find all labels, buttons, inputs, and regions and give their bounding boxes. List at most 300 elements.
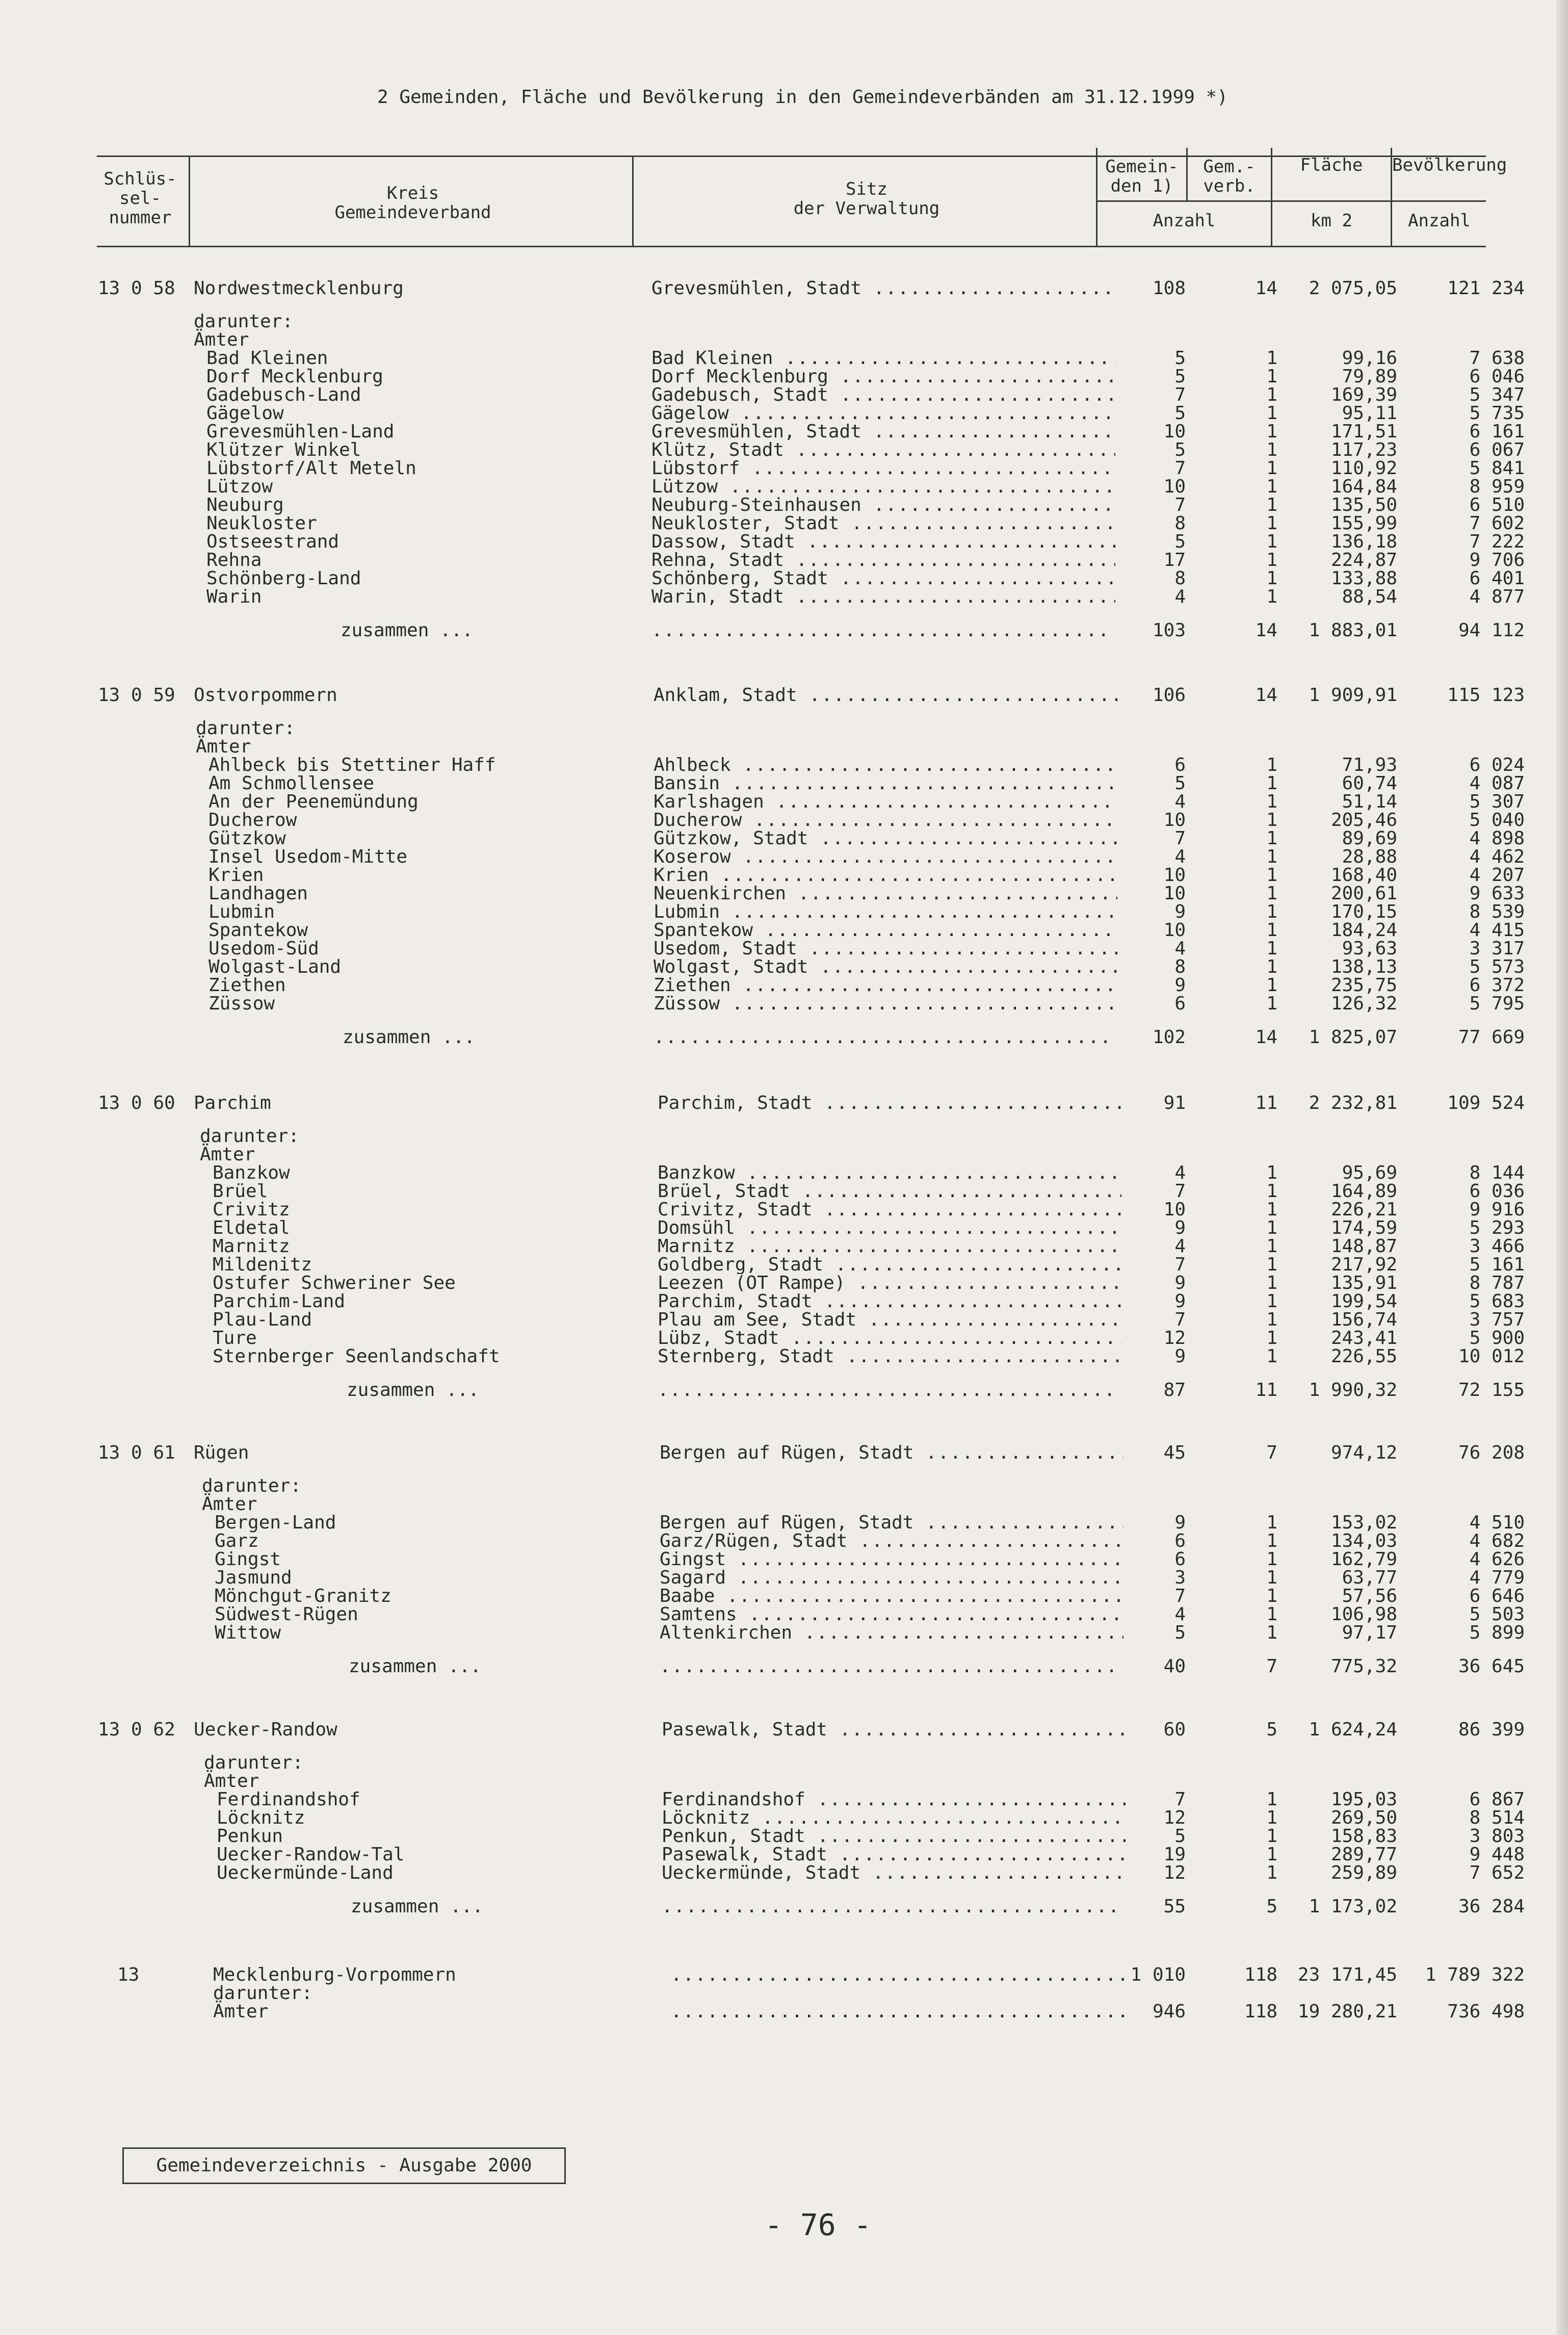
- amt-gemeinden: 6: [1174, 1549, 1186, 1570]
- kreis-gemeinden: 91: [1163, 1093, 1186, 1113]
- amt-verbaende: 1: [1266, 883, 1277, 904]
- amt-flaeche: 226,21: [1330, 1199, 1397, 1220]
- amt-verbaende: 1: [1266, 773, 1277, 794]
- land-darunter-row: [0, 1984, 1568, 2003]
- sum-gemeinden: 87: [1163, 1380, 1186, 1400]
- amt-name: Ture: [213, 1328, 257, 1348]
- amt-sitz: Gägelow .....: [651, 404, 1115, 423]
- header-unit-anzahl-bev: Anzahl: [1408, 211, 1471, 231]
- amt-bevoelkerung: 3 757: [1469, 1309, 1525, 1330]
- amt-flaeche: 57,56: [1342, 1586, 1397, 1606]
- amt-sitz: Ahlbeck .....: [654, 756, 1117, 774]
- amt-row: [0, 774, 1568, 793]
- amt-sitz: Brüel, Stadt .....: [658, 1182, 1121, 1201]
- land-aemter-bevoelkerung: 736 498: [1447, 2001, 1525, 2022]
- amt-name: Züssow: [208, 993, 275, 1014]
- amt-flaeche: 93,63: [1342, 938, 1397, 959]
- amt-verbaende: 1: [1266, 1862, 1277, 1883]
- sum-verbaende: 5: [1266, 1896, 1277, 1917]
- zusammen-label: zusammen ...: [347, 1380, 480, 1400]
- amt-name: Ziethen: [208, 975, 286, 996]
- amt-bevoelkerung: 3 317: [1469, 938, 1525, 959]
- amt-verbaende: 1: [1266, 938, 1277, 959]
- amt-bevoelkerung: 5 503: [1469, 1604, 1525, 1625]
- header-bevoelkerung: Bevölkerung: [1392, 155, 1507, 175]
- amt-verbaende: 1: [1266, 1328, 1277, 1348]
- amt-flaeche: 138,13: [1330, 956, 1397, 977]
- amt-row: [0, 921, 1568, 940]
- amt-bevoelkerung: 7 652: [1469, 1862, 1525, 1883]
- amt-row: [0, 1827, 1568, 1846]
- amt-name: Dorf Mecklenburg: [206, 366, 383, 387]
- kreis-key: 13 0 59: [98, 685, 175, 706]
- amt-flaeche: 106,98: [1330, 1604, 1397, 1625]
- amt-verbaende: 1: [1266, 920, 1277, 941]
- amt-bevoelkerung: 3 466: [1469, 1236, 1525, 1257]
- darunter-label-row: [0, 313, 1568, 331]
- amt-bevoelkerung: 6 161: [1469, 421, 1525, 442]
- amt-verbaende: 1: [1266, 1567, 1277, 1588]
- header-sitz: Sitz der Verwaltung: [793, 179, 940, 219]
- amt-row: [0, 1864, 1568, 1882]
- amt-bevoelkerung: 6 867: [1469, 1789, 1525, 1810]
- amt-sitz: Gingst .....: [660, 1550, 1123, 1569]
- amt-name: Lübstorf/Alt Meteln: [206, 458, 416, 479]
- amt-flaeche: 97,17: [1342, 1622, 1397, 1643]
- amt-flaeche: 135,50: [1330, 495, 1397, 515]
- amt-gemeinden: 5: [1174, 531, 1186, 552]
- amt-row: [0, 958, 1568, 976]
- amt-gemeinden: 17: [1163, 550, 1186, 570]
- amt-bevoelkerung: 5 900: [1469, 1328, 1525, 1348]
- amt-gemeinden: 7: [1174, 458, 1186, 479]
- amt-name: Gingst: [215, 1549, 281, 1570]
- amt-bevoelkerung: 5 347: [1469, 384, 1525, 405]
- amt-name: Ducherow: [208, 810, 297, 831]
- amt-row: [0, 386, 1568, 404]
- dot-leader: [660, 1657, 1118, 1676]
- amt-row: [0, 756, 1568, 774]
- land-name: Mecklenburg-Vorpommern: [213, 1964, 456, 1985]
- amt-sitz: Baabe .....: [660, 1587, 1123, 1605]
- amt-sitz: Ferdinandshof .....: [662, 1791, 1126, 1809]
- amt-name: Löcknitz: [217, 1807, 305, 1828]
- kreis-verbaende: 5: [1266, 1719, 1277, 1740]
- amt-flaeche: 155,99: [1330, 513, 1397, 534]
- kreis-gemeinden: 45: [1163, 1442, 1186, 1463]
- amt-sitz: Rehna, Stadt .....: [651, 551, 1115, 569]
- land-bevoelkerung: 1 789 322: [1425, 1964, 1525, 1985]
- amt-name: Mildenitz: [213, 1254, 312, 1275]
- amt-row: [0, 1605, 1568, 1624]
- amt-bevoelkerung: 5 307: [1469, 791, 1525, 812]
- amt-flaeche: 79,89: [1342, 366, 1397, 387]
- amt-name: Neukloster: [206, 513, 317, 534]
- amt-sitz: Domsühl .....: [658, 1219, 1121, 1237]
- amt-bevoelkerung: 9 448: [1469, 1844, 1525, 1865]
- amt-gemeinden: 12: [1163, 1807, 1186, 1828]
- amt-verbaende: 1: [1266, 755, 1277, 775]
- amt-verbaende: 1: [1266, 1807, 1277, 1828]
- amt-name: Jasmund: [215, 1567, 292, 1588]
- amt-sitz: Löcknitz .....: [662, 1809, 1126, 1827]
- amt-verbaende: 1: [1266, 901, 1277, 922]
- amt-bevoelkerung: 5 735: [1469, 403, 1525, 424]
- amt-flaeche: 126,32: [1330, 993, 1397, 1014]
- amt-bevoelkerung: 9 706: [1469, 550, 1525, 570]
- kreis-verbaende: 14: [1255, 278, 1277, 299]
- amt-sitz: Dorf Mecklenburg .....: [651, 368, 1115, 386]
- amt-name: Sternberger Seenlandschaft: [213, 1346, 500, 1367]
- amt-verbaende: 1: [1266, 975, 1277, 996]
- amt-bevoelkerung: 4 415: [1469, 920, 1525, 941]
- amt-sitz: Gadebusch, Stadt .....: [651, 386, 1115, 404]
- amt-verbaende: 1: [1266, 1789, 1277, 1810]
- zusammen-label: zusammen ...: [351, 1896, 484, 1917]
- amt-name: Bergen-Land: [215, 1512, 336, 1533]
- sum-bevoelkerung: 72 155: [1458, 1380, 1525, 1400]
- amt-bevoelkerung: 4 877: [1469, 586, 1525, 607]
- amt-flaeche: 200,61: [1330, 883, 1397, 904]
- page-number: - 76 -: [765, 2208, 872, 2242]
- amt-name: Ferdinandshof: [217, 1789, 360, 1810]
- amt-verbaende: 1: [1266, 1217, 1277, 1238]
- amt-sitz: Klütz, Stadt .....: [651, 441, 1115, 459]
- sum-bevoelkerung: 36 284: [1458, 1896, 1525, 1917]
- sum-flaeche: 1 990,32: [1309, 1380, 1397, 1400]
- darunter-label: darunter:: [204, 1752, 304, 1773]
- amt-bevoelkerung: 5 161: [1469, 1254, 1525, 1275]
- amt-sitz: Lübz, Stadt .....: [658, 1329, 1121, 1347]
- amt-flaeche: 235,75: [1330, 975, 1397, 996]
- amt-name: Brüel: [213, 1181, 268, 1202]
- amt-sitz: Neukloster, Stadt .....: [651, 514, 1115, 533]
- amt-gemeinden: 12: [1163, 1328, 1186, 1348]
- amt-row: [0, 441, 1568, 459]
- land-aemter-flaeche: 19 280,21: [1297, 2001, 1397, 2022]
- dot-leader: [662, 1898, 1120, 1916]
- amt-gemeinden: 5: [1174, 439, 1186, 460]
- amt-name: Lubmin: [208, 901, 275, 922]
- amt-verbaende: 1: [1266, 1273, 1277, 1293]
- amt-row: [0, 459, 1568, 478]
- dot-leader: [671, 2003, 1130, 2021]
- amt-flaeche: 135,91: [1330, 1273, 1397, 1293]
- amt-gemeinden: 12: [1163, 1862, 1186, 1883]
- amt-verbaende: 1: [1266, 1549, 1277, 1570]
- amt-sitz: Krien .....: [654, 866, 1117, 885]
- amt-gemeinden: 9: [1174, 1346, 1186, 1367]
- amt-bevoelkerung: 5 795: [1469, 993, 1525, 1014]
- kreis-row: [0, 1444, 1568, 1462]
- amt-verbaende: 1: [1266, 384, 1277, 405]
- amt-verbaende: 1: [1266, 421, 1277, 442]
- amt-name: Usedom-Süd: [208, 938, 319, 959]
- amt-row: [0, 1219, 1568, 1237]
- amt-name: Gützkow: [208, 828, 286, 849]
- amt-verbaende: 1: [1266, 865, 1277, 886]
- amt-name: Eldetal: [213, 1217, 290, 1238]
- kreis-row: [0, 1721, 1568, 1739]
- darunter-label-row: [0, 1477, 1568, 1495]
- amt-sitz: Banzkow .....: [658, 1164, 1121, 1182]
- amt-name: Krien: [208, 865, 264, 886]
- kreis-verbaende: 7: [1266, 1442, 1277, 1463]
- amt-flaeche: 156,74: [1330, 1309, 1397, 1330]
- darunter-label: darunter:: [202, 1475, 302, 1496]
- amt-flaeche: 51,14: [1342, 791, 1397, 812]
- amt-sitz: Penkun, Stadt .....: [662, 1827, 1126, 1846]
- amt-row: [0, 551, 1568, 569]
- amt-gemeinden: 9: [1174, 1512, 1186, 1533]
- amt-row: [0, 533, 1568, 551]
- amt-name: Wittow: [215, 1622, 281, 1643]
- amt-gemeinden: 7: [1174, 495, 1186, 515]
- zusammen-row: [0, 1381, 1568, 1399]
- header-flaeche: Fläche: [1300, 155, 1363, 175]
- page-title: 2 Gemeinden, Fläche und Bevölkerung in den Gemeindeverbänden am 31.12.1999 *): [377, 87, 1228, 108]
- amt-flaeche: 60,74: [1342, 773, 1397, 794]
- amt-bevoelkerung: 7 638: [1469, 348, 1525, 369]
- amt-bevoelkerung: 8 959: [1469, 476, 1525, 497]
- aemter-label: Ämter: [196, 736, 251, 757]
- amt-name: Bad Kleinen: [206, 348, 328, 369]
- amt-gemeinden: 7: [1174, 1254, 1186, 1275]
- aemter-label: Ämter: [194, 329, 249, 350]
- amt-sitz: Lübstorf .....: [651, 459, 1115, 478]
- amt-bevoelkerung: 7 602: [1469, 513, 1525, 534]
- land-key: 13: [117, 1964, 140, 1985]
- amt-verbaende: 1: [1266, 348, 1277, 369]
- amt-name: Schönberg-Land: [206, 568, 361, 589]
- zusammen-label: zusammen ...: [341, 620, 474, 641]
- amt-sitz: Neuburg-Steinhausen .....: [651, 496, 1115, 514]
- sum-verbaende: 7: [1266, 1656, 1277, 1677]
- header-unit-km2: km 2: [1311, 211, 1352, 231]
- amt-bevoelkerung: 4 510: [1469, 1512, 1525, 1533]
- sum-flaeche: 1 825,07: [1309, 1027, 1397, 1048]
- kreis-flaeche: 2 075,05: [1309, 278, 1397, 299]
- kreis-name: Nordwestmecklenburg: [194, 278, 404, 299]
- amt-bevoelkerung: 4 682: [1469, 1530, 1525, 1551]
- amt-row: [0, 940, 1568, 958]
- amt-sitz: Garz/Rügen, Stadt .....: [660, 1532, 1123, 1550]
- zusammen-row: [0, 1657, 1568, 1676]
- amt-row: [0, 1791, 1568, 1809]
- amt-sitz: Parchim, Stadt .....: [658, 1292, 1121, 1311]
- amt-bevoelkerung: 7 222: [1469, 531, 1525, 552]
- amt-name: Mönchgut-Granitz: [215, 1586, 391, 1606]
- amt-flaeche: 28,88: [1342, 846, 1397, 867]
- kreis-sitz: Bergen auf Rügen, Stadt .....: [660, 1444, 1123, 1462]
- amt-flaeche: 226,55: [1330, 1346, 1397, 1367]
- amt-name: Parchim-Land: [213, 1291, 346, 1312]
- kreis-sitz: Pasewalk, Stadt .....: [662, 1721, 1126, 1739]
- amt-verbaende: 1: [1266, 513, 1277, 534]
- amt-gemeinden: 4: [1174, 586, 1186, 607]
- amt-flaeche: 259,89: [1330, 1862, 1397, 1883]
- amt-gemeinden: 9: [1174, 1273, 1186, 1293]
- kreis-key: 13 0 61: [98, 1442, 175, 1463]
- aemter-label: Ämter: [202, 1494, 257, 1515]
- amt-sitz: Bergen auf Rügen, Stadt .....: [660, 1514, 1123, 1532]
- amt-sitz: Züssow .....: [654, 995, 1117, 1013]
- amt-row: [0, 885, 1568, 903]
- amt-gemeinden: 6: [1174, 755, 1186, 775]
- amt-gemeinden: 5: [1174, 773, 1186, 794]
- darunter-label: darunter:: [200, 1126, 300, 1147]
- header-key: Schlüs- sel- nummer: [103, 169, 177, 228]
- amt-row: [0, 1846, 1568, 1864]
- amt-verbaende: 1: [1266, 810, 1277, 831]
- darunter-label-row: [0, 1127, 1568, 1146]
- darunter-label: darunter:: [194, 311, 294, 332]
- amt-row: [0, 349, 1568, 368]
- amt-gemeinden: 10: [1163, 810, 1186, 831]
- kreis-flaeche: 1 909,91: [1309, 685, 1397, 706]
- amt-flaeche: 134,03: [1330, 1530, 1397, 1551]
- amt-sitz: Altenkirchen .....: [660, 1624, 1123, 1642]
- amt-gemeinden: 7: [1174, 1181, 1186, 1202]
- land-gemeinden: 1 010: [1130, 1964, 1186, 1985]
- sum-flaeche: 775,32: [1330, 1656, 1397, 1677]
- amt-name: Am Schmollensee: [208, 773, 375, 794]
- amt-flaeche: 174,59: [1330, 1217, 1397, 1238]
- amt-flaeche: 95,69: [1342, 1162, 1397, 1183]
- sum-gemeinden: 55: [1163, 1896, 1186, 1917]
- kreis-gemeinden: 60: [1163, 1719, 1186, 1740]
- amt-gemeinden: 9: [1174, 1217, 1186, 1238]
- header-kreis: Kreis Gemeindeverband: [334, 183, 491, 223]
- amt-bevoelkerung: 5 899: [1469, 1622, 1525, 1643]
- amt-sitz: Dassow, Stadt .....: [651, 533, 1115, 551]
- amt-flaeche: 110,92: [1330, 458, 1397, 479]
- amt-gemeinden: 5: [1174, 348, 1186, 369]
- amt-sitz: Schönberg, Stadt .....: [651, 569, 1115, 588]
- amt-gemeinden: 7: [1174, 384, 1186, 405]
- amt-sitz: Bad Kleinen .....: [651, 349, 1115, 368]
- amt-bevoelkerung: 5 683: [1469, 1291, 1525, 1312]
- amt-sitz: Spantekow .....: [654, 921, 1117, 940]
- amt-gemeinden: 10: [1163, 1199, 1186, 1220]
- amt-verbaende: 1: [1266, 1512, 1277, 1533]
- amt-flaeche: 71,93: [1342, 755, 1397, 775]
- amt-gemeinden: 4: [1174, 846, 1186, 867]
- amt-sitz: Koserow .....: [654, 848, 1117, 866]
- amt-name: Banzkow: [213, 1162, 290, 1183]
- amt-flaeche: 136,18: [1330, 531, 1397, 552]
- amt-bevoelkerung: 4 462: [1469, 846, 1525, 867]
- sum-verbaende: 11: [1255, 1380, 1277, 1400]
- amt-flaeche: 171,51: [1330, 421, 1397, 442]
- kreis-bevoelkerung: 115 123: [1447, 685, 1525, 706]
- amt-flaeche: 162,79: [1330, 1549, 1397, 1570]
- amt-bevoelkerung: 6 646: [1469, 1586, 1525, 1606]
- amt-bevoelkerung: 9 633: [1469, 883, 1525, 904]
- amt-flaeche: 63,77: [1342, 1567, 1397, 1588]
- sum-gemeinden: 103: [1152, 620, 1186, 641]
- amt-flaeche: 184,24: [1330, 920, 1397, 941]
- amt-row: [0, 1532, 1568, 1550]
- amt-row: [0, 588, 1568, 606]
- land-flaeche: 23 171,45: [1297, 1964, 1397, 1985]
- kreis-bevoelkerung: 86 399: [1458, 1719, 1525, 1740]
- amt-verbaende: 1: [1266, 1181, 1277, 1202]
- amt-gemeinden: 5: [1174, 1622, 1186, 1643]
- amt-flaeche: 224,87: [1330, 550, 1397, 570]
- amt-sitz: Lubmin .....: [654, 903, 1117, 921]
- amt-sitz: Karlshagen .....: [654, 793, 1117, 811]
- amt-verbaende: 1: [1266, 1309, 1277, 1330]
- amt-verbaende: 1: [1266, 846, 1277, 867]
- aemter-label-row: [0, 1146, 1568, 1164]
- amt-name: Spantekow: [208, 920, 308, 941]
- amt-sitz: Sagard .....: [660, 1569, 1123, 1587]
- zusammen-label: zusammen ...: [343, 1027, 476, 1048]
- amt-gemeinden: 9: [1174, 975, 1186, 996]
- amt-row: [0, 1292, 1568, 1311]
- amt-name: Neuburg: [206, 495, 284, 515]
- amt-row: [0, 1809, 1568, 1827]
- amt-flaeche: 89,69: [1342, 828, 1397, 849]
- sum-bevoelkerung: 36 645: [1458, 1656, 1525, 1677]
- amt-sitz: Marnitz .....: [658, 1237, 1121, 1256]
- amt-flaeche: 289,77: [1330, 1844, 1397, 1865]
- kreis-key: 13 0 62: [98, 1719, 175, 1740]
- amt-gemeinden: 7: [1174, 1789, 1186, 1810]
- kreis-bevoelkerung: 109 524: [1447, 1093, 1525, 1113]
- kreis-name: Rügen: [194, 1442, 249, 1463]
- amt-sitz: Leezen (OT Rampe) .....: [658, 1274, 1121, 1292]
- sum-flaeche: 1 883,01: [1309, 620, 1397, 641]
- kreis-name: Parchim: [194, 1093, 271, 1113]
- amt-bevoelkerung: 5 573: [1469, 956, 1525, 977]
- amt-bevoelkerung: 6 046: [1469, 366, 1525, 387]
- amt-bevoelkerung: 6 372: [1469, 975, 1525, 996]
- amt-name: Ahlbeck bis Stettiner Haff: [208, 755, 496, 775]
- land-aemter-row: [0, 2003, 1568, 2021]
- amt-verbaende: 1: [1266, 1291, 1277, 1312]
- amt-name: Ostseestrand: [206, 531, 339, 552]
- amt-row: [0, 811, 1568, 829]
- amt-flaeche: 158,83: [1330, 1826, 1397, 1847]
- amt-flaeche: 199,54: [1330, 1291, 1397, 1312]
- amt-gemeinden: 4: [1174, 938, 1186, 959]
- amt-sitz: Sternberg, Stadt .....: [658, 1347, 1121, 1366]
- zusammen-row: [0, 1028, 1568, 1047]
- amt-gemeinden: 10: [1163, 865, 1186, 886]
- amt-gemeinden: 10: [1163, 883, 1186, 904]
- header-unit-anzahl: Anzahl: [1153, 211, 1216, 231]
- amt-flaeche: 205,46: [1330, 810, 1397, 831]
- amt-bevoelkerung: 8 144: [1469, 1162, 1525, 1183]
- amt-sitz: Samtens .....: [660, 1605, 1123, 1624]
- kreis-flaeche: 974,12: [1330, 1442, 1397, 1463]
- amt-row: [0, 793, 1568, 811]
- amt-sitz: Plau am See, Stadt .....: [658, 1311, 1121, 1329]
- amt-name: Insel Usedom-Mitte: [208, 846, 408, 867]
- amt-name: Gägelow: [206, 403, 284, 424]
- amt-row: [0, 423, 1568, 441]
- amt-verbaende: 1: [1266, 1604, 1277, 1625]
- amt-sitz: Warin, Stadt .....: [651, 588, 1115, 606]
- amt-flaeche: 153,02: [1330, 1512, 1397, 1533]
- amt-sitz: Neuenkirchen .....: [654, 885, 1117, 903]
- amt-flaeche: 164,89: [1330, 1181, 1397, 1202]
- amt-flaeche: 164,84: [1330, 476, 1397, 497]
- amt-name: Südwest-Rügen: [215, 1604, 358, 1625]
- kreis-sitz: Parchim, Stadt .....: [658, 1094, 1121, 1112]
